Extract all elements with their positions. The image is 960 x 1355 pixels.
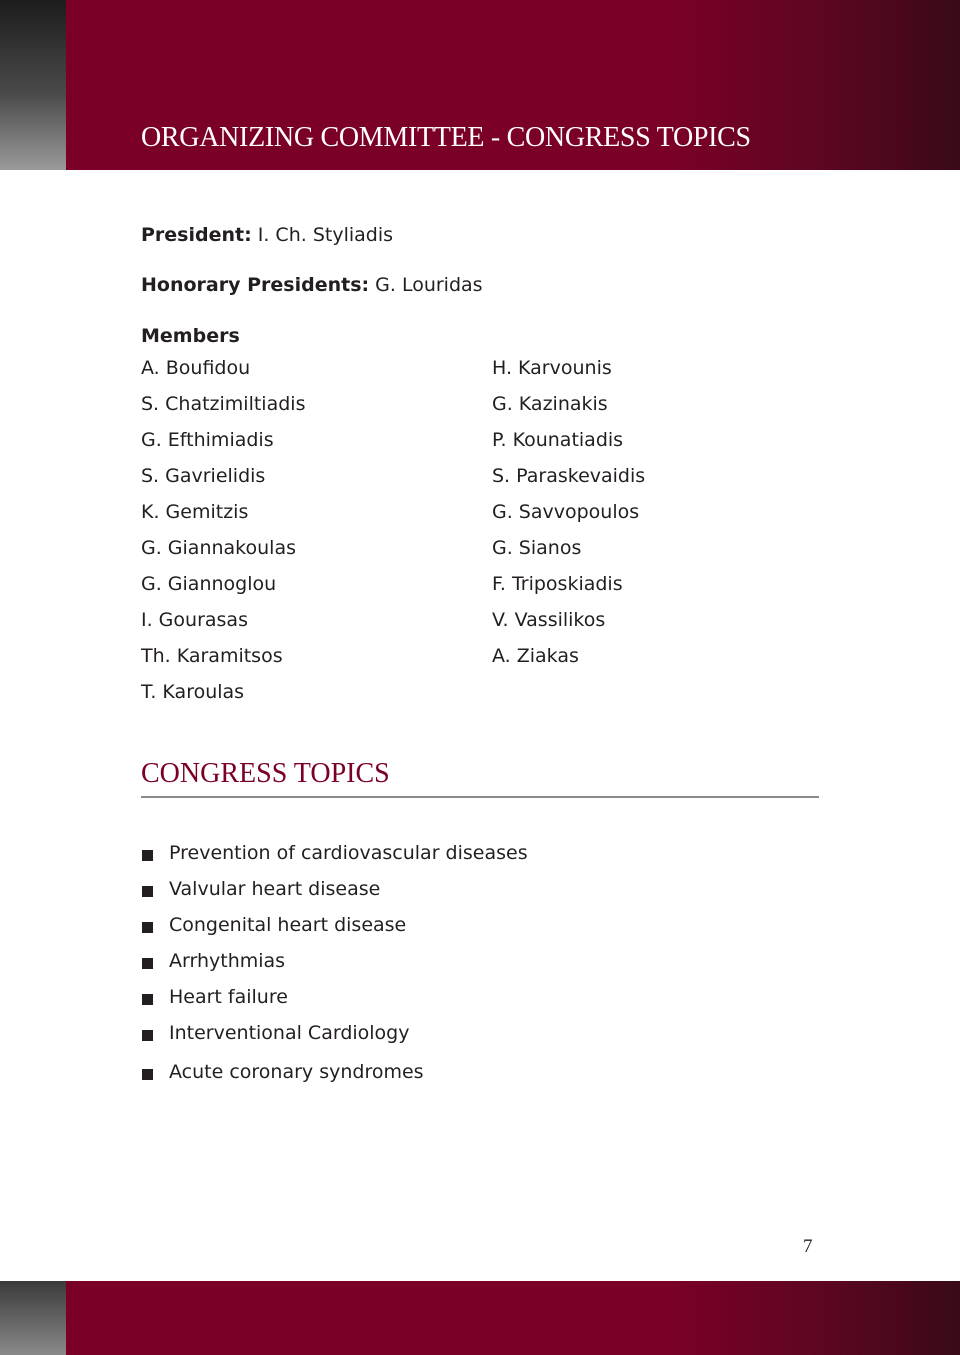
topic-label: Heart failure bbox=[169, 986, 288, 1008]
topic-label: Prevention of cardiovascular diseases bbox=[169, 842, 528, 864]
member-name: I. Gourasas bbox=[141, 609, 248, 631]
member-name: F. Triposkiadis bbox=[492, 573, 623, 595]
president-name: I. Ch. Styliadis bbox=[251, 224, 394, 246]
topic-label: Valvular heart disease bbox=[169, 878, 381, 900]
president-line bbox=[141, 224, 393, 246]
page-title: ORGANIZING COMMITTEE - CONGRESS TOPICS bbox=[141, 122, 751, 153]
member-name: G. Sianos bbox=[492, 537, 582, 559]
member-name: G. Giannoglou bbox=[141, 573, 277, 595]
square-bullet-icon bbox=[142, 958, 153, 969]
square-bullet-icon bbox=[142, 1030, 153, 1041]
topic-label: Arrhythmias bbox=[169, 950, 286, 972]
topic-label: Congenital heart disease bbox=[169, 914, 407, 936]
square-bullet-icon bbox=[142, 850, 153, 861]
member-name: A. Ziakas bbox=[492, 645, 579, 667]
member-name: G. Giannakoulas bbox=[141, 537, 296, 559]
header-side-strip bbox=[0, 0, 66, 170]
members-title: Members bbox=[141, 325, 240, 347]
page-number: 7 bbox=[803, 1236, 813, 1257]
footer-side-strip bbox=[0, 1281, 66, 1355]
square-bullet-icon bbox=[142, 1069, 153, 1080]
member-name: P. Kounatiadis bbox=[492, 429, 624, 451]
president-label: President: bbox=[141, 224, 252, 246]
footer-band bbox=[0, 1281, 960, 1355]
member-name: V. Vassilikos bbox=[492, 609, 606, 631]
honorary-presidents-line bbox=[141, 274, 483, 296]
member-name: G. Savvopoulos bbox=[492, 501, 640, 523]
section-divider bbox=[141, 796, 819, 798]
member-name: T. Karoulas bbox=[141, 681, 245, 703]
member-name: S. Gavrielidis bbox=[141, 465, 266, 487]
square-bullet-icon bbox=[142, 922, 153, 933]
square-bullet-icon bbox=[142, 994, 153, 1005]
member-name: S. Paraskevaidis bbox=[492, 465, 646, 487]
members-right-column bbox=[492, 350, 645, 674]
member-name: H. Karvounis bbox=[492, 357, 612, 379]
member-name: G. Kazinakis bbox=[492, 393, 608, 415]
member-name: G. Efthimiadis bbox=[141, 429, 274, 451]
member-name: K. Gemitzis bbox=[141, 501, 249, 523]
member-name: Th. Karamitsos bbox=[141, 645, 283, 667]
member-name: A. Boufidou bbox=[141, 357, 251, 379]
congress-topics-title: CONGRESS TOPICS bbox=[141, 758, 390, 789]
topic-label: Interventional Cardiology bbox=[169, 1022, 410, 1044]
honorary-presidents-label: Honorary Presidents: bbox=[141, 274, 370, 296]
members-left-column bbox=[141, 350, 305, 710]
honorary-presidents-name: G. Louridas bbox=[369, 274, 483, 296]
square-bullet-icon bbox=[142, 886, 153, 897]
topic-label: Acute coronary syndromes bbox=[169, 1061, 424, 1083]
member-name: S. Chatzimiltiadis bbox=[141, 393, 306, 415]
